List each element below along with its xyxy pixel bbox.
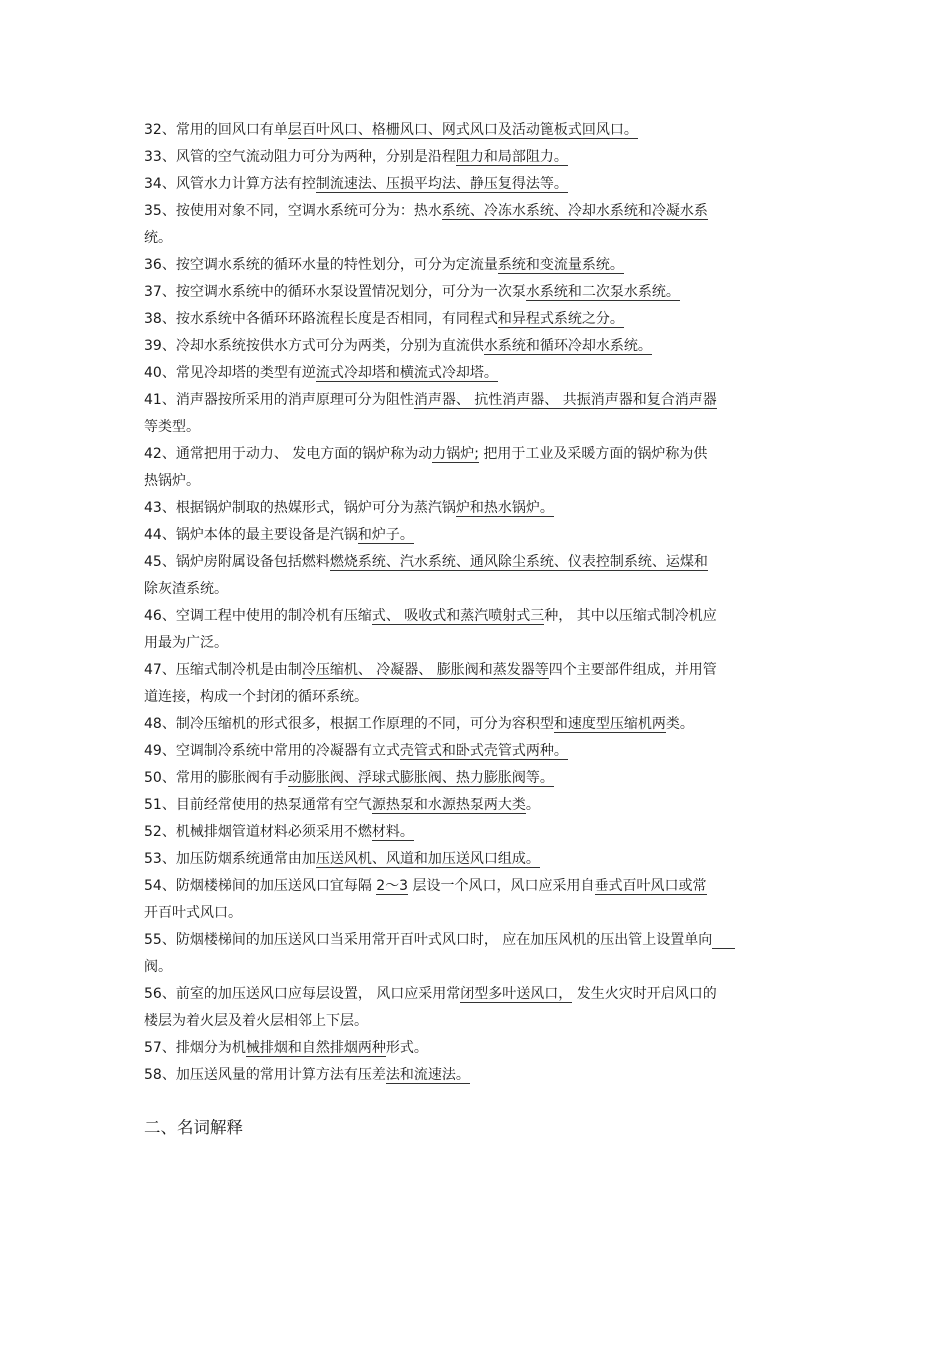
answer-underline: 和炉子。 (357, 527, 414, 543)
answer-underline: 消声器、 抗性消声器、 共振消声器和复合消声器 (413, 392, 717, 408)
question-item-44 (144, 522, 808, 549)
question-item-53 (144, 846, 808, 873)
question-text: 54、防烟楼梯间的加压送风口宜每隔 (144, 878, 377, 894)
question-item-41 (144, 387, 808, 441)
answer-underline: 动膨胀阀、浮球式膨胀阀、热力膨胀阀等。 (287, 770, 554, 786)
question-text: 49、空调制冷系统中常用的冷凝器有立式 (144, 743, 400, 759)
question-continuation: 等类型。 (144, 419, 200, 435)
question-text: 52、机械排烟管道材料必须采用不燃 (144, 824, 372, 840)
question-continuation: 统。 (144, 230, 172, 246)
question-text: 57、排烟分为机 (144, 1040, 246, 1056)
question-continuation: 楼层为着火层及着火层相邻上下层。 (144, 1013, 368, 1029)
question-text: 32、常用的回风口有单 (144, 122, 288, 138)
question-item-55 (144, 927, 808, 981)
question-text: 44、锅炉本体的最主要设备是汽锅 (144, 527, 358, 543)
answer-underline: 制流速法、压损平均法、静压复得法等。 (315, 176, 568, 192)
answer-underline: 和速度型压缩机两 (553, 716, 666, 732)
question-text: 形式。 (385, 1040, 428, 1056)
question-item-37 (144, 279, 808, 306)
answer-underline: 冷压缩机、 冷凝器、 膨胀阀和蒸发器等 (301, 662, 549, 678)
answer-underline: 流式冷却塔和横流式冷却塔。 (315, 365, 498, 381)
question-item-43 (144, 495, 808, 522)
question-text: 34、风管水力计算方法有控 (144, 176, 316, 192)
answer-underline: 力锅炉; (432, 446, 479, 462)
question-text: 把用于工业及采暖方面的锅炉称为供 (478, 446, 708, 462)
question-text: 50、常用的膨胀阀有手 (144, 770, 288, 786)
question-item-48 (144, 711, 808, 738)
answer-underline: 系统和变流量系统。 (497, 257, 624, 273)
question-text: 45、锅炉房附属设备包括燃料 (144, 554, 330, 570)
question-item-32 (144, 117, 808, 144)
answer-underline (712, 932, 734, 949)
question-text: 四个主要部件组成，并用管 (548, 662, 717, 678)
answer-underline: 炉和热水锅炉。 (455, 500, 554, 516)
section-heading: 二、名词解释 (144, 1118, 243, 1137)
question-item-33 (144, 144, 808, 171)
question-text: 42、通常把用于动力、 发电方面的锅炉称为动 (144, 446, 433, 462)
question-text: 43、根据锅炉制取的热媒形式，锅炉可分为蒸汽锅 (144, 500, 456, 516)
question-text: 35、按使用对象不同，空调水系统可分为：热水 (144, 203, 442, 219)
question-text: 37、按空调水系统中的循环水泵设置情况划分，可分为一次泵 (144, 284, 526, 300)
question-item-54 (144, 873, 808, 927)
question-item-49 (144, 738, 808, 765)
answer-underline: 材料。 (371, 824, 414, 840)
answer-underline: 壳管式和卧式壳管式两种。 (399, 743, 568, 759)
question-continuation: 道连接，构成一个封闭的循环系统。 (144, 689, 368, 705)
question-item-40 (144, 360, 808, 387)
question-continuation: 除灰渣系统。 (144, 581, 228, 597)
question-text: 56、前室的加压送风口应每层设置， 风口应采用常 (144, 986, 461, 1002)
question-item-50 (144, 765, 808, 792)
question-text: 40、常见冷却塔的类型有逆 (144, 365, 316, 381)
question-item-38 (144, 306, 808, 333)
answer-underline: 阻力和局部阻力。 (455, 149, 568, 165)
answer-underline: 源热泵和水源热泵两大类 (371, 797, 526, 813)
answer-underline: 闭型多叶送风口， (460, 986, 573, 1002)
question-item-36 (144, 252, 808, 279)
answer-underline: 式、 吸收式和蒸汽喷射式三 (371, 608, 545, 624)
question-text: 41、消声器按所采用的消声原理可分为阻性 (144, 392, 414, 408)
question-text: 46、空调工程中使用的制冷机有压缩 (144, 608, 372, 624)
question-text: 53、加压防烟系统通常由加 (144, 851, 316, 867)
question-item-56 (144, 981, 808, 1035)
question-list (144, 117, 808, 1089)
answer-underline: 和异程式系统之分。 (497, 311, 624, 327)
answer-underline: 法和流速法。 (385, 1067, 470, 1083)
question-item-39 (144, 333, 808, 360)
question-text: 类。 (665, 716, 694, 732)
question-text: 发生火灾时开启风口的 (572, 986, 717, 1002)
question-text: 47、压缩式制冷机是由制 (144, 662, 302, 678)
question-text: 。 (525, 797, 540, 813)
answer-underline: 2～3 (376, 878, 409, 894)
answer-underline: 垂式百叶风口或常 (594, 878, 707, 894)
question-item-51 (144, 792, 808, 819)
question-text: 种， 其中以压缩式制冷机应 (544, 608, 717, 624)
question-item-34 (144, 171, 808, 198)
question-item-57 (144, 1035, 808, 1062)
question-item-52 (144, 819, 808, 846)
question-item-46 (144, 603, 808, 657)
answer-underline: 系统、冷冻水系统、冷却水系统和冷凝水系 (441, 203, 708, 219)
question-text: 48、制冷压缩机的形式很多，根据工作原理的不同，可分为容积型 (144, 716, 554, 732)
answer-underline: 械排烟和自然排烟两种 (245, 1040, 386, 1056)
question-continuation: 开百叶式风口。 (144, 905, 242, 921)
question-item-58 (144, 1062, 808, 1089)
question-text: 39、冷却水系统按供水方式可分为两类，分别为直流供 (144, 338, 484, 354)
question-item-42 (144, 441, 808, 495)
question-continuation: 用最为广泛。 (144, 635, 228, 651)
question-continuation: 阀。 (144, 959, 172, 975)
answer-underline: 压送风机、风道和加压送风口组成。 (315, 851, 540, 867)
answer-underline: 水系统和循环冷却水系统。 (483, 338, 652, 354)
question-text: 33、风管的空气流动阻力可分为两种，分别是沿程 (144, 149, 456, 165)
answer-underline: 层百叶风口、格栅风口、网式风口及活动篦板式回风口。 (287, 122, 638, 138)
answer-underline: 水系统和二次泵水系统。 (525, 284, 680, 300)
question-item-45 (144, 549, 808, 603)
document-page (144, 117, 808, 1143)
question-item-35 (144, 198, 808, 252)
question-text: 55、防烟楼梯间的加压送风口当采用常开百叶式风口时， 应在加压风机的压出管上设置单向 (144, 932, 713, 948)
question-item-47 (144, 657, 808, 711)
answer-underline: 燃烧系统、汽水系统、通风除尘系统、仪表控制系统、运煤和 (329, 554, 708, 570)
question-text: 36、按空调水系统的循环水量的特性划分，可分为定流量 (144, 257, 498, 273)
question-text: 38、按水系统中各循环环路流程长度是否相同，有同程式 (144, 311, 498, 327)
question-text: 51、目前经常使用的热泵通常有空气 (144, 797, 372, 813)
question-text: 层设一个风口，风口应采用自 (408, 878, 595, 894)
question-continuation: 热锅炉。 (144, 473, 200, 489)
question-text: 58、加压送风量的常用计算方法有压差 (144, 1067, 386, 1083)
